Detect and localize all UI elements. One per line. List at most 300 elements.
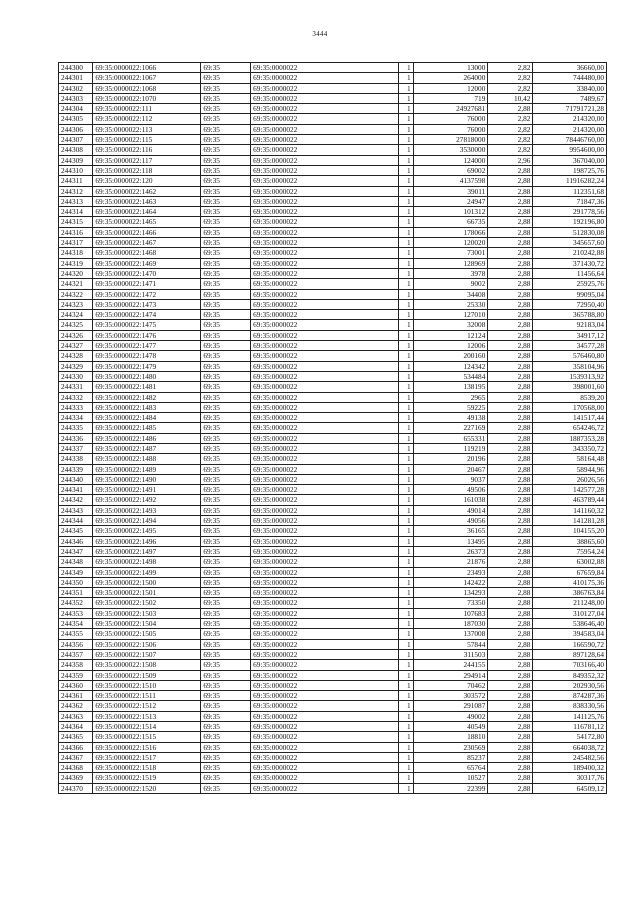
area-value-cell: 161038 bbox=[413, 495, 488, 505]
area-value-cell: 227169 bbox=[413, 423, 488, 433]
rate-value-cell: 2,88 bbox=[488, 629, 533, 639]
quarter-number-cell: 69:35:0000022 bbox=[251, 279, 399, 289]
category-code-cell: 1 bbox=[399, 433, 413, 443]
cadastral-number-cell: 69:35:0000022:1474 bbox=[93, 310, 201, 320]
quarter-number-cell: 69:35:0000022 bbox=[251, 176, 399, 186]
table-row bbox=[59, 104, 607, 114]
district-code-cell: 69:35 bbox=[201, 299, 251, 309]
table-row bbox=[59, 320, 607, 330]
cadastral-number-cell: 69:35:0000022:1504 bbox=[93, 619, 201, 629]
rate-value-cell: 2,88 bbox=[488, 454, 533, 464]
district-code-cell: 69:35 bbox=[201, 598, 251, 608]
quarter-number-cell: 69:35:0000022 bbox=[251, 629, 399, 639]
cadastral-value-cell: 192196,80 bbox=[533, 217, 607, 227]
cadastral-value-cell: 849352,32 bbox=[533, 670, 607, 680]
table-row bbox=[59, 474, 607, 484]
cadastral-number-cell: 69:35:0000022:117 bbox=[93, 155, 201, 165]
district-code-cell: 69:35 bbox=[201, 660, 251, 670]
cadastral-value-cell: 170568,00 bbox=[533, 402, 607, 412]
cadastral-number-cell: 69:35:0000022:1066 bbox=[93, 63, 201, 73]
cadastral-number-cell: 69:35:0000022:1481 bbox=[93, 382, 201, 392]
category-code-cell: 1 bbox=[399, 670, 413, 680]
category-code-cell: 1 bbox=[399, 443, 413, 453]
quarter-number-cell: 69:35:0000022 bbox=[251, 557, 399, 567]
area-value-cell: 20196 bbox=[413, 454, 488, 464]
district-code-cell: 69:35 bbox=[201, 649, 251, 659]
table-row bbox=[59, 670, 607, 680]
cadastral-number-cell: 69:35:0000022:1502 bbox=[93, 598, 201, 608]
rate-value-cell: 2,88 bbox=[488, 567, 533, 577]
cadastral-number-cell: 69:35:0000022:1473 bbox=[93, 299, 201, 309]
district-code-cell: 69:35 bbox=[201, 351, 251, 361]
district-code-cell: 69:35 bbox=[201, 732, 251, 742]
table-row bbox=[59, 268, 607, 278]
cadastral-number-cell: 69:35:0000022:113 bbox=[93, 124, 201, 134]
cadastral-value-cell: 538646,40 bbox=[533, 619, 607, 629]
area-value-cell: 66735 bbox=[413, 217, 488, 227]
district-code-cell: 69:35 bbox=[201, 155, 251, 165]
category-code-cell: 1 bbox=[399, 361, 413, 371]
area-value-cell: 119219 bbox=[413, 443, 488, 453]
rate-value-cell: 2,88 bbox=[488, 207, 533, 217]
cadastral-number-cell: 69:35:0000022:1498 bbox=[93, 557, 201, 567]
district-code-cell: 69:35 bbox=[201, 114, 251, 124]
table-row bbox=[59, 165, 607, 175]
cadastral-number-cell: 69:35:0000022:118 bbox=[93, 165, 201, 175]
cadastral-value-cell: 291778,56 bbox=[533, 207, 607, 217]
category-code-cell: 1 bbox=[399, 423, 413, 433]
cadastral-value-cell: 78446760,00 bbox=[533, 135, 607, 145]
district-code-cell: 69:35 bbox=[201, 217, 251, 227]
area-value-cell: 128969 bbox=[413, 258, 488, 268]
district-code-cell: 69:35 bbox=[201, 413, 251, 423]
rate-value-cell: 2,88 bbox=[488, 289, 533, 299]
cadastral-value-cell: 214320,00 bbox=[533, 124, 607, 134]
category-code-cell: 1 bbox=[399, 567, 413, 577]
record-number-cell: 244321 bbox=[59, 279, 93, 289]
quarter-number-cell: 69:35:0000022 bbox=[251, 732, 399, 742]
quarter-number-cell: 69:35:0000022 bbox=[251, 660, 399, 670]
category-code-cell: 1 bbox=[399, 608, 413, 618]
cadastral-value-cell: 189400,32 bbox=[533, 763, 607, 773]
area-value-cell: 3530000 bbox=[413, 145, 488, 155]
record-number-cell: 244369 bbox=[59, 773, 93, 783]
category-code-cell: 1 bbox=[399, 454, 413, 464]
quarter-number-cell: 69:35:0000022 bbox=[251, 619, 399, 629]
table-row bbox=[59, 649, 607, 659]
area-value-cell: 49138 bbox=[413, 413, 488, 423]
cadastral-value-cell: 38865,60 bbox=[533, 536, 607, 546]
table-row bbox=[59, 660, 607, 670]
quarter-number-cell: 69:35:0000022 bbox=[251, 722, 399, 732]
table-row bbox=[59, 83, 607, 93]
rate-value-cell: 2,88 bbox=[488, 186, 533, 196]
record-number-cell: 244356 bbox=[59, 639, 93, 649]
rate-value-cell: 2,88 bbox=[488, 330, 533, 340]
table-row bbox=[59, 279, 607, 289]
rate-value-cell: 2,88 bbox=[488, 763, 533, 773]
rate-value-cell: 2,88 bbox=[488, 680, 533, 690]
rate-value-cell: 2,88 bbox=[488, 217, 533, 227]
quarter-number-cell: 69:35:0000022 bbox=[251, 464, 399, 474]
area-value-cell: 244155 bbox=[413, 660, 488, 670]
cadastral-number-cell: 69:35:0000022:1467 bbox=[93, 238, 201, 248]
area-value-cell: 49002 bbox=[413, 711, 488, 721]
rate-value-cell: 2,88 bbox=[488, 588, 533, 598]
rate-value-cell: 2,88 bbox=[488, 402, 533, 412]
district-code-cell: 69:35 bbox=[201, 711, 251, 721]
category-code-cell: 1 bbox=[399, 176, 413, 186]
record-number-cell: 244323 bbox=[59, 299, 93, 309]
quarter-number-cell: 69:35:0000022 bbox=[251, 763, 399, 773]
table-row bbox=[59, 598, 607, 608]
area-value-cell: 36165 bbox=[413, 526, 488, 536]
cadastral-value-cell: 67659,84 bbox=[533, 567, 607, 577]
rate-value-cell: 2,88 bbox=[488, 701, 533, 711]
record-number-cell: 244309 bbox=[59, 155, 93, 165]
rate-value-cell: 2,88 bbox=[488, 670, 533, 680]
record-number-cell: 244326 bbox=[59, 330, 93, 340]
area-value-cell: 719 bbox=[413, 93, 488, 103]
record-number-cell: 244342 bbox=[59, 495, 93, 505]
quarter-number-cell: 69:35:0000022 bbox=[251, 485, 399, 495]
table-row bbox=[59, 361, 607, 371]
area-value-cell: 138195 bbox=[413, 382, 488, 392]
rate-value-cell: 2,88 bbox=[488, 176, 533, 186]
table-row bbox=[59, 124, 607, 134]
record-number-cell: 244335 bbox=[59, 423, 93, 433]
quarter-number-cell: 69:35:0000022 bbox=[251, 320, 399, 330]
district-code-cell: 69:35 bbox=[201, 629, 251, 639]
rate-value-cell: 2,88 bbox=[488, 433, 533, 443]
area-value-cell: 20467 bbox=[413, 464, 488, 474]
record-number-cell: 244327 bbox=[59, 341, 93, 351]
cadastral-value-cell: 664038,72 bbox=[533, 742, 607, 752]
table-row bbox=[59, 351, 607, 361]
area-value-cell: 178066 bbox=[413, 227, 488, 237]
record-number-cell: 244310 bbox=[59, 165, 93, 175]
rate-value-cell: 2,88 bbox=[488, 752, 533, 762]
category-code-cell: 1 bbox=[399, 392, 413, 402]
record-number-cell: 244311 bbox=[59, 176, 93, 186]
rate-value-cell: 2,88 bbox=[488, 443, 533, 453]
category-code-cell: 1 bbox=[399, 135, 413, 145]
category-code-cell: 1 bbox=[399, 299, 413, 309]
table-row bbox=[59, 135, 607, 145]
category-code-cell: 1 bbox=[399, 546, 413, 556]
area-value-cell: 18810 bbox=[413, 732, 488, 742]
table-row bbox=[59, 639, 607, 649]
rate-value-cell: 2,88 bbox=[488, 546, 533, 556]
cadastral-number-cell: 69:35:0000022:1508 bbox=[93, 660, 201, 670]
district-code-cell: 69:35 bbox=[201, 258, 251, 268]
rate-value-cell: 2,82 bbox=[488, 124, 533, 134]
district-code-cell: 69:35 bbox=[201, 279, 251, 289]
cadastral-value-cell: 116781,12 bbox=[533, 722, 607, 732]
district-code-cell: 69:35 bbox=[201, 135, 251, 145]
record-number-cell: 244350 bbox=[59, 577, 93, 587]
cadastral-number-cell: 69:35:0000022:1471 bbox=[93, 279, 201, 289]
record-number-cell: 244313 bbox=[59, 196, 93, 206]
record-number-cell: 244343 bbox=[59, 505, 93, 515]
area-value-cell: 21876 bbox=[413, 557, 488, 567]
quarter-number-cell: 69:35:0000022 bbox=[251, 217, 399, 227]
cadastral-value-cell: 71791721,28 bbox=[533, 104, 607, 114]
quarter-number-cell: 69:35:0000022 bbox=[251, 351, 399, 361]
district-code-cell: 69:35 bbox=[201, 341, 251, 351]
cadastral-value-cell: 166590,72 bbox=[533, 639, 607, 649]
category-code-cell: 1 bbox=[399, 413, 413, 423]
category-code-cell: 1 bbox=[399, 351, 413, 361]
rate-value-cell: 2,88 bbox=[488, 526, 533, 536]
cadastral-number-cell: 69:35:0000022:1495 bbox=[93, 526, 201, 536]
cadastral-number-cell: 69:35:0000022:1462 bbox=[93, 186, 201, 196]
area-value-cell: 187030 bbox=[413, 619, 488, 629]
quarter-number-cell: 69:35:0000022 bbox=[251, 443, 399, 453]
cadastral-value-cell: 410175,36 bbox=[533, 577, 607, 587]
record-number-cell: 244361 bbox=[59, 691, 93, 701]
cadastral-value-cell: 744480,00 bbox=[533, 73, 607, 83]
record-number-cell: 244339 bbox=[59, 464, 93, 474]
cadastral-number-cell: 69:35:0000022:1516 bbox=[93, 742, 201, 752]
rate-value-cell: 2,88 bbox=[488, 351, 533, 361]
area-value-cell: 76000 bbox=[413, 124, 488, 134]
table-row bbox=[59, 145, 607, 155]
record-number-cell: 244322 bbox=[59, 289, 93, 299]
area-value-cell: 200160 bbox=[413, 351, 488, 361]
district-code-cell: 69:35 bbox=[201, 752, 251, 762]
area-value-cell: 311503 bbox=[413, 649, 488, 659]
rate-value-cell: 2,88 bbox=[488, 608, 533, 618]
area-value-cell: 27818000 bbox=[413, 135, 488, 145]
cadastral-value-cell: 386763,84 bbox=[533, 588, 607, 598]
table-row bbox=[59, 196, 607, 206]
record-number-cell: 244345 bbox=[59, 526, 93, 536]
rate-value-cell: 2,88 bbox=[488, 732, 533, 742]
district-code-cell: 69:35 bbox=[201, 320, 251, 330]
rate-value-cell: 2,88 bbox=[488, 299, 533, 309]
cadastral-number-cell: 69:35:0000022:1470 bbox=[93, 268, 201, 278]
area-value-cell: 24927681 bbox=[413, 104, 488, 114]
area-value-cell: 303572 bbox=[413, 691, 488, 701]
quarter-number-cell: 69:35:0000022 bbox=[251, 124, 399, 134]
table-row bbox=[59, 495, 607, 505]
rate-value-cell: 2,88 bbox=[488, 505, 533, 515]
area-value-cell: 124342 bbox=[413, 361, 488, 371]
category-code-cell: 1 bbox=[399, 660, 413, 670]
quarter-number-cell: 69:35:0000022 bbox=[251, 341, 399, 351]
record-number-cell: 244308 bbox=[59, 145, 93, 155]
district-code-cell: 69:35 bbox=[201, 619, 251, 629]
district-code-cell: 69:35 bbox=[201, 722, 251, 732]
category-code-cell: 1 bbox=[399, 93, 413, 103]
rate-value-cell: 2,88 bbox=[488, 639, 533, 649]
quarter-number-cell: 69:35:0000022 bbox=[251, 752, 399, 762]
quarter-number-cell: 69:35:0000022 bbox=[251, 577, 399, 587]
table-row bbox=[59, 217, 607, 227]
table-row bbox=[59, 701, 607, 711]
district-code-cell: 69:35 bbox=[201, 526, 251, 536]
cadastral-value-cell: 11916282,24 bbox=[533, 176, 607, 186]
category-code-cell: 1 bbox=[399, 186, 413, 196]
record-number-cell: 244363 bbox=[59, 711, 93, 721]
cadastral-value-cell: 71847,36 bbox=[533, 196, 607, 206]
category-code-cell: 1 bbox=[399, 526, 413, 536]
cadastral-number-cell: 69:35:0000022:1463 bbox=[93, 196, 201, 206]
category-code-cell: 1 bbox=[399, 701, 413, 711]
district-code-cell: 69:35 bbox=[201, 443, 251, 453]
rate-value-cell: 2,88 bbox=[488, 371, 533, 381]
table-row bbox=[59, 443, 607, 453]
rate-value-cell: 2,88 bbox=[488, 382, 533, 392]
cadastral-value-cell: 34577,28 bbox=[533, 341, 607, 351]
district-code-cell: 69:35 bbox=[201, 361, 251, 371]
quarter-number-cell: 69:35:0000022 bbox=[251, 516, 399, 526]
cadastral-number-cell: 69:35:0000022:1070 bbox=[93, 93, 201, 103]
district-code-cell: 69:35 bbox=[201, 165, 251, 175]
area-value-cell: 65764 bbox=[413, 763, 488, 773]
rate-value-cell: 2,88 bbox=[488, 711, 533, 721]
area-value-cell: 142422 bbox=[413, 577, 488, 587]
area-value-cell: 13495 bbox=[413, 536, 488, 546]
rate-value-cell: 2,88 bbox=[488, 474, 533, 484]
record-number-cell: 244325 bbox=[59, 320, 93, 330]
district-code-cell: 69:35 bbox=[201, 423, 251, 433]
cadastral-value-cell: 141125,76 bbox=[533, 711, 607, 721]
quarter-number-cell: 69:35:0000022 bbox=[251, 268, 399, 278]
quarter-number-cell: 69:35:0000022 bbox=[251, 73, 399, 83]
district-code-cell: 69:35 bbox=[201, 485, 251, 495]
area-value-cell: 76000 bbox=[413, 114, 488, 124]
table-row bbox=[59, 341, 607, 351]
record-number-cell: 244346 bbox=[59, 536, 93, 546]
rate-value-cell: 2,88 bbox=[488, 361, 533, 371]
area-value-cell: 49014 bbox=[413, 505, 488, 515]
district-code-cell: 69:35 bbox=[201, 330, 251, 340]
category-code-cell: 1 bbox=[399, 752, 413, 762]
cadastral-number-cell: 69:35:0000022:1479 bbox=[93, 361, 201, 371]
rate-value-cell: 2,88 bbox=[488, 320, 533, 330]
cadastral-number-cell: 69:35:0000022:116 bbox=[93, 145, 201, 155]
record-number-cell: 244300 bbox=[59, 63, 93, 73]
table-row bbox=[59, 742, 607, 752]
area-value-cell: 49506 bbox=[413, 485, 488, 495]
rate-value-cell: 10,42 bbox=[488, 93, 533, 103]
table-row bbox=[59, 73, 607, 83]
quarter-number-cell: 69:35:0000022 bbox=[251, 289, 399, 299]
area-value-cell: 23493 bbox=[413, 567, 488, 577]
rate-value-cell: 2,88 bbox=[488, 773, 533, 783]
quarter-number-cell: 69:35:0000022 bbox=[251, 454, 399, 464]
table-row bbox=[59, 629, 607, 639]
cadastral-value-cell: 214320,00 bbox=[533, 114, 607, 124]
rate-value-cell: 2,96 bbox=[488, 155, 533, 165]
category-code-cell: 1 bbox=[399, 165, 413, 175]
rate-value-cell: 2,88 bbox=[488, 619, 533, 629]
cadastral-number-cell: 69:35:0000022:1465 bbox=[93, 217, 201, 227]
quarter-number-cell: 69:35:0000022 bbox=[251, 402, 399, 412]
table-row bbox=[59, 238, 607, 248]
record-number-cell: 244364 bbox=[59, 722, 93, 732]
cadastral-value-cell: 211248,00 bbox=[533, 598, 607, 608]
quarter-number-cell: 69:35:0000022 bbox=[251, 392, 399, 402]
district-code-cell: 69:35 bbox=[201, 186, 251, 196]
table-row bbox=[59, 526, 607, 536]
cadastral-value-cell: 33840,00 bbox=[533, 83, 607, 93]
category-code-cell: 1 bbox=[399, 629, 413, 639]
category-code-cell: 1 bbox=[399, 371, 413, 381]
record-number-cell: 244340 bbox=[59, 474, 93, 484]
rate-value-cell: 2,88 bbox=[488, 310, 533, 320]
area-value-cell: 2965 bbox=[413, 392, 488, 402]
record-number-cell: 244319 bbox=[59, 258, 93, 268]
table-row bbox=[59, 608, 607, 618]
rate-value-cell: 2,88 bbox=[488, 104, 533, 114]
district-code-cell: 69:35 bbox=[201, 104, 251, 114]
table-row bbox=[59, 402, 607, 412]
cadastral-number-cell: 69:35:0000022:1477 bbox=[93, 341, 201, 351]
rate-value-cell: 2,88 bbox=[488, 165, 533, 175]
district-code-cell: 69:35 bbox=[201, 639, 251, 649]
cadastral-value-cell: 25925,76 bbox=[533, 279, 607, 289]
area-value-cell: 73350 bbox=[413, 598, 488, 608]
table-row bbox=[59, 433, 607, 443]
record-number-cell: 244328 bbox=[59, 351, 93, 361]
district-code-cell: 69:35 bbox=[201, 382, 251, 392]
cadastral-number-cell: 69:35:0000022:1505 bbox=[93, 629, 201, 639]
record-number-cell: 244351 bbox=[59, 588, 93, 598]
quarter-number-cell: 69:35:0000022 bbox=[251, 330, 399, 340]
category-code-cell: 1 bbox=[399, 227, 413, 237]
category-code-cell: 1 bbox=[399, 310, 413, 320]
quarter-number-cell: 69:35:0000022 bbox=[251, 680, 399, 690]
table-row bbox=[59, 763, 607, 773]
cadastral-value-cell: 58944,96 bbox=[533, 464, 607, 474]
record-number-cell: 244366 bbox=[59, 742, 93, 752]
cadastral-value-cell: 142577,28 bbox=[533, 485, 607, 495]
rate-value-cell: 2,88 bbox=[488, 392, 533, 402]
cadastral-number-cell: 69:35:0000022:1509 bbox=[93, 670, 201, 680]
quarter-number-cell: 69:35:0000022 bbox=[251, 248, 399, 258]
cadastral-value-cell: 310127,04 bbox=[533, 608, 607, 618]
table-row bbox=[59, 258, 607, 268]
category-code-cell: 1 bbox=[399, 104, 413, 114]
cadastral-value-cell: 11456,64 bbox=[533, 268, 607, 278]
cadastral-value-cell: 874287,36 bbox=[533, 691, 607, 701]
record-number-cell: 244318 bbox=[59, 248, 93, 258]
area-value-cell: 34408 bbox=[413, 289, 488, 299]
area-value-cell: 40549 bbox=[413, 722, 488, 732]
table-row bbox=[59, 207, 607, 217]
rate-value-cell: 2,88 bbox=[488, 516, 533, 526]
record-number-cell: 244336 bbox=[59, 433, 93, 443]
area-value-cell: 12006 bbox=[413, 341, 488, 351]
cadastral-number-cell: 69:35:0000022:1497 bbox=[93, 546, 201, 556]
cadastral-number-cell: 69:35:0000022:1469 bbox=[93, 258, 201, 268]
cadastral-value-cell: 463789,44 bbox=[533, 495, 607, 505]
district-code-cell: 69:35 bbox=[201, 196, 251, 206]
table-row bbox=[59, 567, 607, 577]
cadastral-number-cell: 69:35:0000022:1507 bbox=[93, 649, 201, 659]
record-number-cell: 244368 bbox=[59, 763, 93, 773]
area-value-cell: 3978 bbox=[413, 268, 488, 278]
cadastral-value-cell: 576460,80 bbox=[533, 351, 607, 361]
table-row bbox=[59, 536, 607, 546]
record-number-cell: 244352 bbox=[59, 598, 93, 608]
cadastral-value-cell: 365788,80 bbox=[533, 310, 607, 320]
record-number-cell: 244314 bbox=[59, 207, 93, 217]
table-row bbox=[59, 464, 607, 474]
